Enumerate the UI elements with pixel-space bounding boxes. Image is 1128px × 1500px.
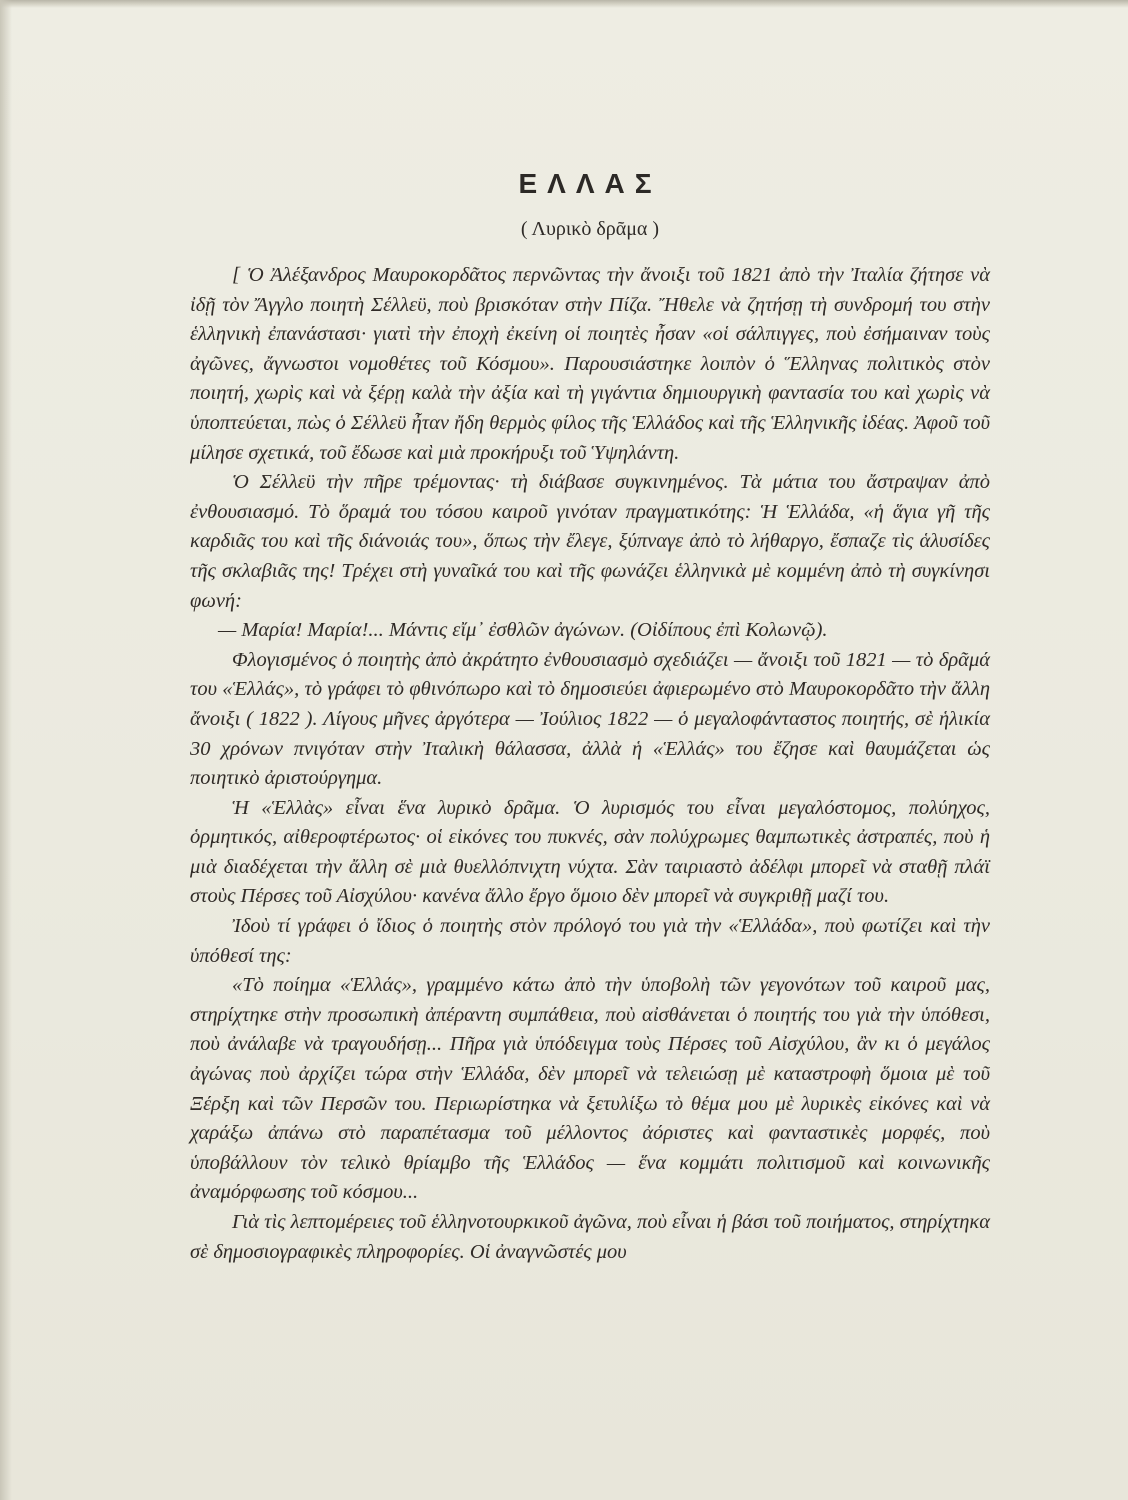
page-title: ΕΛΛΑΣ	[518, 168, 662, 199]
dialogue-line: — Μαρία! Μαρία!... Μάντις εἴμ᾽ ἐσθλῶν ἀγώνων. (Οἰδίπους ἐπὶ Κολωνῷ).	[218, 619, 828, 642]
show-through-bleed	[820, 80, 1120, 136]
quote-paragraph: «Τὸ ποίημα «Ἑλλάς», γραμμένο κάτω ἀπὸ τὴν ὑποβολὴ τῶν γεγονότων τοῦ καιροῦ μας, στηρίχτηκε στὴν προσωπικὴ ἀπέραντη συμπάθεια, ποὺ αἰσθάνεται ὁ ποιητής του γιὰ τὴν ὑπόθεσι, ποὺ ἀνάλαβε νὰ τραγουδήσῃ... Πῆρα γιὰ ὑπόδειγμα τοὺς Πέρσες τοῦ Αἰσχύλου, ἂν κι ὁ μεγάλος ἀγώνας ποὺ ἀρχίζει τώρα στὴν Ἑλλάδα, δὲν μπορεῖ νὰ τελειώσῃ μὲ καταστροφὴ ὅμοια μὲ τοῦ Ξέρξη καὶ τῶν Περσῶν του. Περιωρίστηκα νὰ ξετυλίξω τὸ θέμα μου μὲ λυρικὲς εἰκόνες καὶ νὰ χαράξω ἀπάνω στὸ παραπέτασμα τοῦ μέλλοντος ἀόριστες καὶ φανταστικὲς μορφές, ποὺ ὑποβάλλουν τὸν τελικὸ θρίαμβο τῆς Ἑλλάδος — ἕνα κομμάτι πολιτισμοῦ καὶ κοινωνικῆς ἀναμόρφωσης τοῦ κόσμου...	[190, 974, 990, 1204]
paragraph-3: Φλογισμένος ὁ ποιητὴς ἀπὸ ἀκράτητο ἐνθουσιασμὸ σχεδιάζει — ἄνοιξι τοῦ 1821 — τὸ δρᾶμά του «Ἑλλάς», τὸ γράφει τὸ φθινόπωρο καὶ τὸ δημοσιεύει ἀφιερωμένο στὸ Μαυροκορδᾶτο τὴν ἄλλη ἄνοιξι ( 1822 ). Λίγους μῆνες ἀργότερα — Ἰούλιος 1822 — ὁ μεγαλοφάνταστος ποιητής, σὲ ἡλικία 30 χρόνων πνιγόταν στὴν Ἰταλικὴ θάλασσα, ἀλλὰ ἡ «Ἑλλάς» του ἔζησε καὶ θαυμάζεται ὡς ποιητικὸ ἀριστούργημα.	[190, 648, 990, 790]
paragraph-2: Ὁ Σέλλεϋ τὴν πῆρε τρέμοντας· τὴ διάβασε συγκινημένος. Τὰ μάτια του ἄστραψαν ἀπὸ ἐνθουσιασμό. Τὸ ὅραμά του τόσου καιροῦ γινόταν πραγματικότης: Ἡ Ἑλλάδα, «ἡ ἅγια γῆ τῆς καρδιᾶς του καὶ τῆς διάνοιάς του», ὅπως τὴν ἔλεγε, ξύπναγε ἀπὸ τὸ λήθαργο, ἔσπαζε τὶς ἁλυσίδες τῆς σκλαβιᾶς της! Τρέχει στὴ γυναῖκά του καὶ τῆς φωνάζει ἑλληνικὰ μὲ κομμένη ἀπὸ τὴ συγκίνησι φωνή:	[190, 471, 990, 612]
document-content	[190, 168, 990, 1267]
left-page-edge	[0, 0, 12, 1500]
paragraph-6: Γιὰ τὶς λεπτομέρειες τοῦ ἑλληνοτουρκικοῦ ἀγῶνα, ποὺ εἶναι ἡ βάσι τοῦ ποιήματος, στηρίχτηκα σὲ δημοσιογραφικὲς πληροφορίες. Οἱ ἀναγνῶστές μου	[190, 1211, 990, 1263]
paragraph-5: Ἰδοὺ τί γράφει ὁ ἴδιος ὁ ποιητὴς στὸν πρόλογό του γιὰ τὴν «Ἑλλάδα», ποὺ φωτίζει καὶ τὴν ὑπόθεσί της:	[190, 915, 990, 967]
page-subtitle: ( Λυρικὸ δρᾶμα )	[520, 218, 660, 240]
paragraph-1: [ Ὁ Ἀλέξανδρος Μαυροκορδᾶτος περνῶντας τὴν ἄνοιξι τοῦ 1821 ἀπὸ τὴν Ἰταλία ζήτησε νὰ ἰδῇ τὸν Ἄγγλο ποιητὴ Σέλλεϋ, ποὺ βρισκόταν στὴν Πίζα. Ἤθελε νὰ ζητήσῃ τὴ συνδρομή του στὴν ἑλληνικὴ ἐπανάστασι· γιατὶ τὴν ἐποχὴ ἐκείνη οἱ ποιητὲς ἦσαν «οἱ σάλπιγγες, ποὺ ἐσήμαιναν τοὺς ἀγῶνες, ἄγνωστοι νομοθέτες τοῦ Κόσμου». Παρουσιάστηκε λοιπὸν ὁ Ἕλληνας πολιτικὸς στὸν ποιητή, χωρὶς καὶ νὰ ξέρῃ καλὰ τὴν ἀξία καὶ τὴ γιγάντια δημιουργικὴ φαντασία του καὶ χωρὶς νὰ ὑποπτεύεται, πὼς ὁ Σέλλεϋ ἦταν ἤδη θερμὸς φίλος τῆς Ἑλλάδος καὶ τῆς Ἑλληνικῆς ἰδέας. Ἀφοῦ τοῦ μίλησε σχετικά, τοῦ ἔδωσε καὶ μιὰ προκήρυξι τοῦ Ὑψηλάντη.	[190, 264, 990, 464]
top-page-edge	[0, 0, 1128, 8]
paragraph-4: Ἡ «Ἑλλὰς» εἶναι ἕνα λυρικὸ δρᾶμα. Ὁ λυρισμός του εἶναι μεγαλόστομος, πολύηχος, ὁρμητικός, αἰθεροφτέρωτος· οἱ εἰκόνες του πυκνές, σὰν πολύχρωμες θαμπωτικὲς ἀστραπές, ποὺ ἡ μιὰ διαδέχεται τὴν ἄλλη σὲ μιὰ θυελλόπνιχτη νύχτα. Σὰν ταιριαστὸ ἀδέλφι μπορεῖ νὰ σταθῇ πλάϊ στοὺς Πέρσες τοῦ Αἰσχύλου· κανένα ἄλλο ἔργο ὅμοιο δὲν μπορεῖ νὰ συγκριθῇ μαζί του.	[190, 796, 990, 908]
